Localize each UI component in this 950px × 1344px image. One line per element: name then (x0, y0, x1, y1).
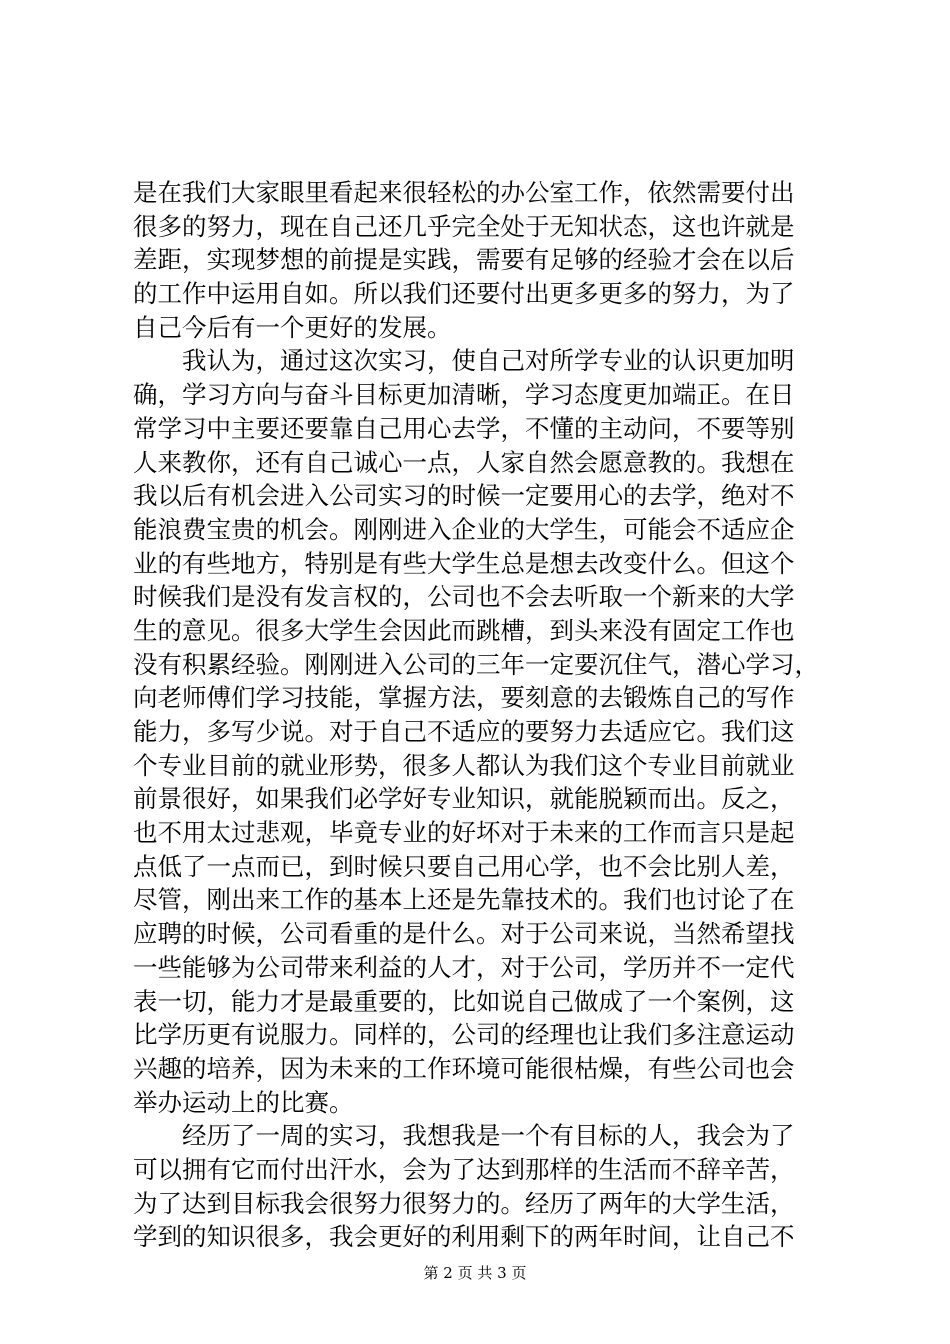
text-line: 尽管，刚出来工作的基本上还是先靠技术的。我们也讨论了在 (133, 885, 795, 915)
text-line: 我以后有机会进入公司实习的时候一定要用心的去学，绝对不 (133, 481, 795, 511)
text-line: 学到的知识很多，我会更好的利用剩下的两年时间，让自己不 (133, 1222, 795, 1252)
text-line: 应聘的时候，公司看重的是什么。对于公司来说，当然希望找 (133, 919, 795, 949)
text-line: 没有积累经验。刚刚进入公司的三年一定要沉住气，潜心学习， (133, 649, 819, 679)
text-line: 业的有些地方，特别是有些大学生总是想去改变什么。但这个 (133, 548, 795, 578)
text-line: 个专业目前的就业形势，很多人都认为我们这个专业目前就业 (133, 750, 795, 780)
body-text (133, 176, 833, 1254)
text-line: 能力，多写少说。对于自己不适应的要努力去适应它。我们这 (133, 717, 795, 746)
text-line: 向老师傅们学习技能，掌握方法，要刻意的去锻炼自己的写作 (133, 683, 795, 713)
text-line: 生的意见。很多大学生会因此而跳槽，到头来没有固定工作也 (133, 615, 795, 645)
text-line: 点低了一点而已，到时候只要自己用心学，也不会比别人差， (133, 851, 795, 881)
text-line: 我认为，通过这次实习，使自己对所学专业的认识更加明 (133, 346, 795, 376)
text-line: 兴趣的培养，因为未来的工作环境可能很枯燥，有些公司也会 (133, 1053, 795, 1083)
text-line: 表一切，能力才是最重要的，比如说自己做成了一个案例，这 (133, 986, 795, 1016)
text-line: 自己今后有一个更好的发展。 (133, 312, 452, 342)
text-line: 可以拥有它而付出汗水，会为了达到那样的生活而不辞辛苦， (133, 1154, 795, 1184)
text-line: 经历了一周的实习，我想我是一个有目标的人，我会为了 (133, 1121, 795, 1151)
page-number-footer: 第 2 页 共 3 页 (423, 1264, 527, 1282)
text-line: 常学习中主要还要靠自己用心去学，不懂的主动问，不要等别 (133, 413, 795, 443)
text-line: 举办运动上的比赛。 (133, 1087, 354, 1117)
text-line: 时候我们是没有发言权的，公司也不会去听取一个新来的大学 (133, 582, 795, 612)
text-line: 很多的努力，现在自己还几乎完全处于无知状态，这也许就是 (133, 211, 795, 241)
text-line: 差距，实现梦想的前提是实践，需要有足够的经验才会在以后 (133, 245, 795, 275)
text-line: 是在我们大家眼里看起来很轻松的办公室工作，依然需要付出 (133, 178, 795, 207)
text-line: 人来教你，还有自己诚心一点，人家自然会愿意教的。我想在 (133, 447, 795, 477)
text-line: 前景很好，如果我们必学好专业知识，就能脱颖而出。反之， (133, 784, 795, 814)
text-line: 也不用太过悲观，毕竟专业的好坏对于未来的工作而言只是起 (133, 818, 795, 848)
text-line: 为了达到目标我会很努力很努力的。经历了两年的大学生活， (133, 1188, 795, 1218)
text-line: 一些能够为公司带来利益的人才，对于公司，学历并不一定代 (133, 952, 795, 982)
text-line: 能浪费宝贵的机会。刚刚进入企业的大学生，可能会不适应企 (133, 514, 795, 544)
text-line: 确，学习方向与奋斗目标更加清晰，学习态度更加端正。在日 (133, 380, 795, 410)
text-line: 的工作中运用自如。所以我们还要付出更多更多的努力，为了 (133, 279, 795, 309)
text-line: 比学历更有说服力。同样的，公司的经理也让我们多注意运动 (133, 1020, 795, 1050)
